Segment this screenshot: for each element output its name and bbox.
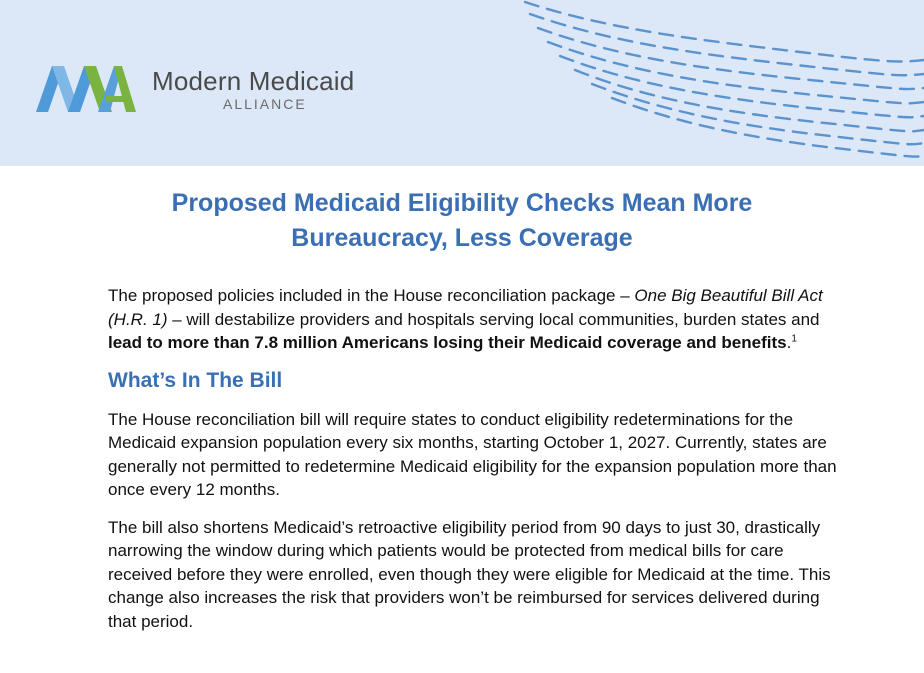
footnote-marker: 1 (791, 333, 797, 345)
mma-logo-icon (36, 66, 136, 112)
org-name: Modern Medicaid (152, 66, 355, 96)
section-heading: What’s In The Bill (108, 368, 283, 392)
header-band (0, 0, 924, 166)
document-body (108, 284, 838, 633)
intro-text-2: – will destabilize providers and hospitals serving local communities, burden states and (167, 309, 820, 329)
org-subtitle: ALLIANCE (223, 96, 307, 112)
intro-paragraph (108, 284, 838, 355)
paragraph-retroactive-eligibility: The bill also shortens Medicaid’s retroactive eligibility period from 90 days to just 30, drastically narrowing the window during which patients would be protected from medical bills for care received before they were enrolled, even though they were eligible for Medicaid at the time. This change also increases the risk that providers won’t be reimbursed for services delivered during that period. (108, 517, 831, 631)
intro-italic-bill-name: One Big Beautiful Bill Act (H.R. 1) (108, 286, 823, 329)
page-title: Proposed Medicaid Eligibility Checks Mean More Bureaucracy, Less Coverage (171, 189, 753, 252)
paragraph-redeterminations: The House reconciliation bill will require states to conduct eligibility redeterminations for the Medicaid expansion population every six months, starting October 1, 2027. Currently, states are generally not permitted to redetermine Medicaid eligibility for the expansion population more than once every 12 months. (108, 409, 837, 499)
intro-text-1: The proposed policies included in the House reconciliation package – (108, 286, 635, 305)
intro-bold-statement: lead to more than 7.8 million Americans losing their Medicaid coverage and benefits (108, 333, 787, 352)
decorative-waves-icon (500, 0, 924, 166)
intro-text-3: . (786, 333, 792, 352)
